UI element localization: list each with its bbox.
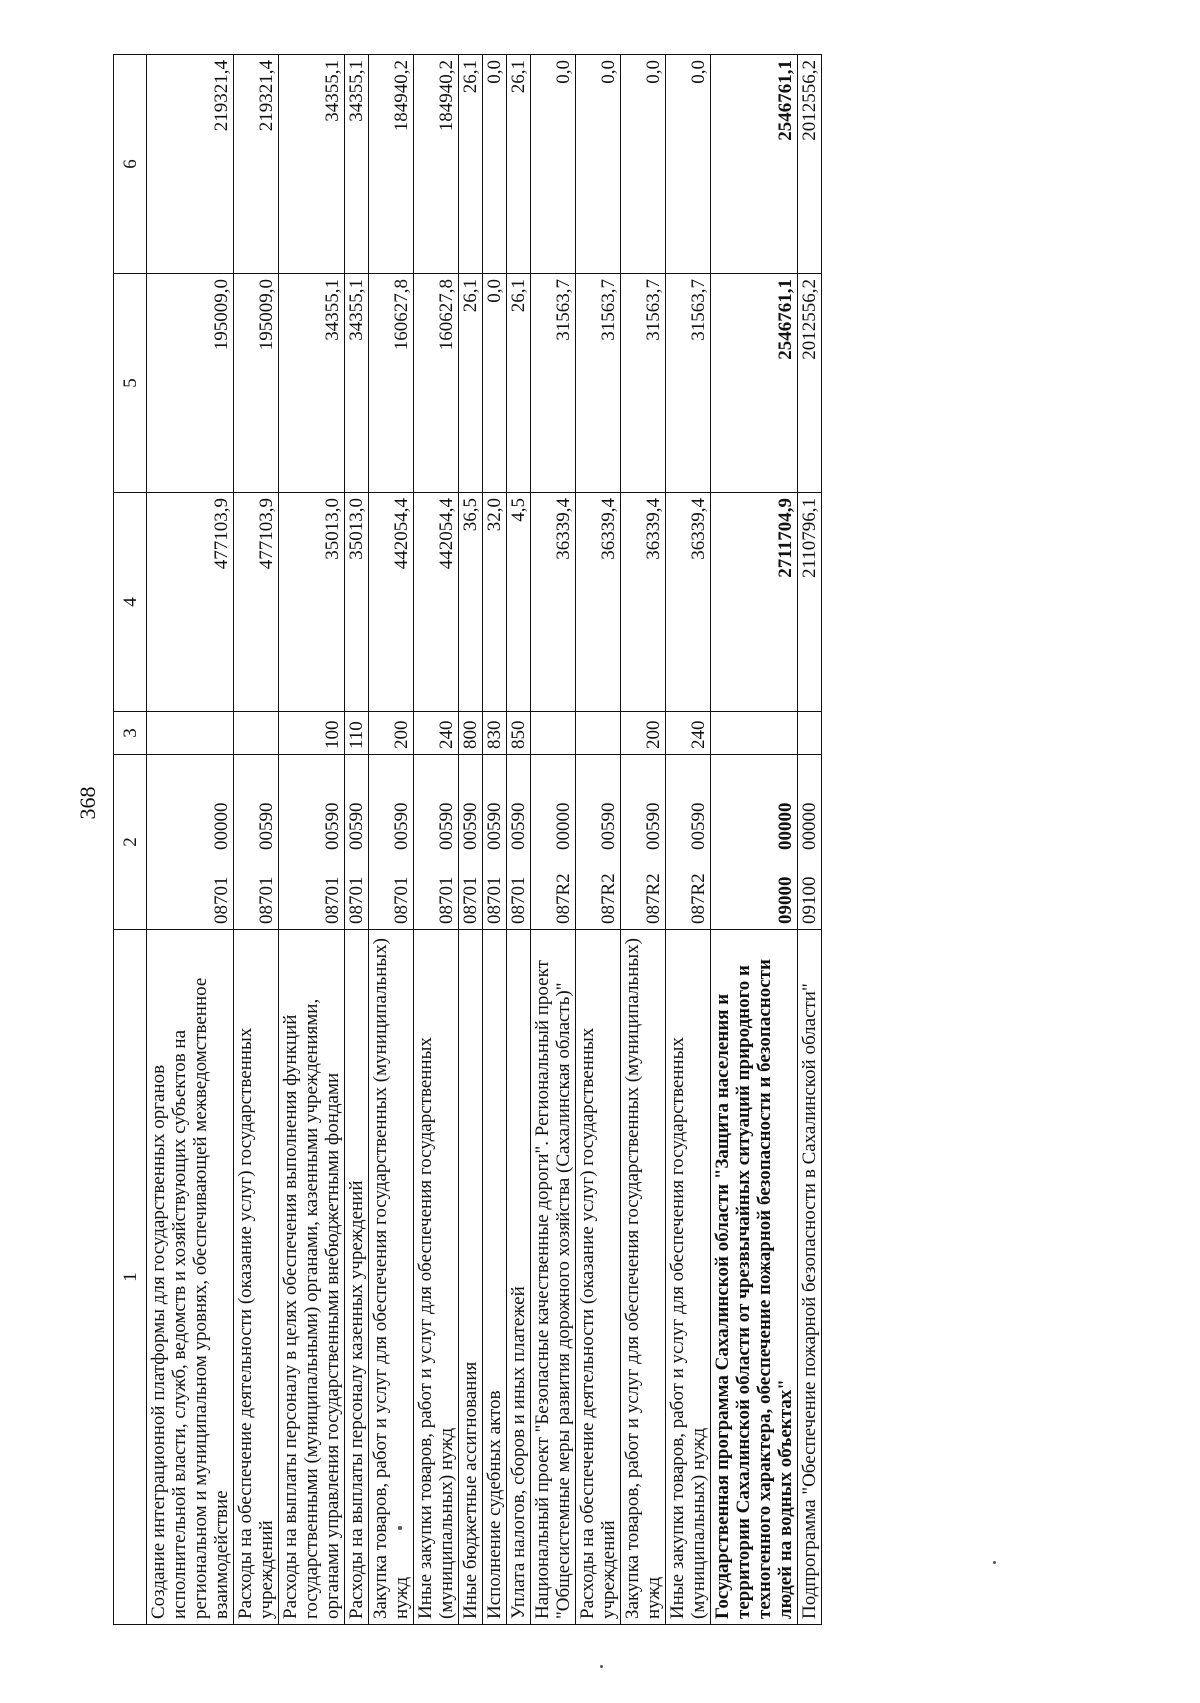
row-target-code bbox=[234, 755, 279, 930]
table-row bbox=[234, 55, 279, 1625]
row-value-col5: 31563,7 bbox=[666, 274, 711, 493]
header-col-1: 1 bbox=[114, 930, 147, 1625]
row-value-col4: 442054,4 bbox=[414, 493, 459, 712]
table-row bbox=[483, 55, 507, 1625]
row-name: Иные бюджетные ассигнования bbox=[459, 930, 483, 1625]
row-name: Подпрограмма "Обеспечение пожарной безопасности в Сахалинской области" bbox=[798, 930, 822, 1625]
row-code-program: 087R2 bbox=[688, 873, 709, 924]
table-row bbox=[345, 55, 369, 1625]
header-col-3: 3 bbox=[114, 712, 147, 755]
row-code-direction: 00000 bbox=[211, 802, 232, 850]
row-code-direction: 00000 bbox=[799, 802, 820, 850]
row-code-direction: 00590 bbox=[688, 802, 709, 850]
row-code-program: 09000 bbox=[775, 876, 796, 924]
row-value-col4: 36339,4 bbox=[666, 493, 711, 712]
row-target-code bbox=[621, 755, 666, 930]
row-value-col5: 31563,7 bbox=[576, 274, 621, 493]
row-code-direction: 00590 bbox=[484, 802, 505, 850]
row-value-col5: 31563,7 bbox=[621, 274, 666, 493]
row-value-col6: 0,0 bbox=[576, 55, 621, 274]
row-expense-type: 800 bbox=[459, 712, 483, 755]
row-code-program: 08701 bbox=[436, 876, 457, 924]
row-code-direction: 00590 bbox=[643, 802, 664, 850]
row-name: Национальный проект "Безопасные качественные дороги". Региональный проект "Общесистемные меры развития дорожного хозяйства (Сахалинская область)" bbox=[531, 930, 576, 1625]
row-expense-type: 240 bbox=[414, 712, 459, 755]
row-code-program: 087R2 bbox=[598, 873, 619, 924]
row-target-code bbox=[531, 755, 576, 930]
row-code-program: 087R2 bbox=[553, 873, 574, 924]
row-expense-type bbox=[576, 712, 621, 755]
row-name: Исполнение судебных актов bbox=[483, 930, 507, 1625]
row-value-col4: 36339,4 bbox=[576, 493, 621, 712]
row-value-col4: 36,5 bbox=[459, 493, 483, 712]
row-code-direction: 00590 bbox=[598, 802, 619, 850]
header-col-4: 4 bbox=[114, 493, 147, 712]
row-value-col5: 31563,7 bbox=[531, 274, 576, 493]
row-value-col6: 0,0 bbox=[621, 55, 666, 274]
row-code-program: 09100 bbox=[799, 876, 820, 924]
table-header-row bbox=[114, 55, 147, 1625]
rotated-page-content bbox=[113, 55, 1128, 1625]
table-row bbox=[798, 55, 822, 1625]
row-expense-type: 830 bbox=[483, 712, 507, 755]
row-target-code bbox=[279, 755, 345, 930]
row-value-col6: 0,0 bbox=[531, 55, 576, 274]
row-expense-type: 240 bbox=[666, 712, 711, 755]
row-expense-type: 110 bbox=[345, 712, 369, 755]
row-code-direction: 00590 bbox=[256, 802, 277, 850]
row-value-col6: 34355,1 bbox=[279, 55, 345, 274]
row-value-col5: 34355,1 bbox=[279, 274, 345, 493]
row-value-col6: 2012556,2 bbox=[798, 55, 822, 274]
row-code-program: 087R2 bbox=[643, 873, 664, 924]
row-code-program: 08701 bbox=[508, 876, 529, 924]
row-value-col5: 2546761,1 bbox=[711, 274, 798, 493]
row-target-code bbox=[414, 755, 459, 930]
scan-speck bbox=[398, 1526, 402, 1530]
row-value-col4: 477103,9 bbox=[234, 493, 279, 712]
row-expense-type bbox=[234, 712, 279, 755]
table-row bbox=[621, 55, 666, 1625]
row-target-code bbox=[345, 755, 369, 930]
row-code-program: 08701 bbox=[484, 876, 505, 924]
row-value-col5: 2012556,2 bbox=[798, 274, 822, 493]
row-target-code bbox=[483, 755, 507, 930]
row-value-col4: 32,0 bbox=[483, 493, 507, 712]
row-target-code bbox=[711, 755, 798, 930]
row-target-code bbox=[459, 755, 483, 930]
row-code-direction: 00590 bbox=[436, 802, 457, 850]
scan-speck bbox=[600, 1665, 603, 1668]
row-value-col6: 2546761,1 bbox=[711, 55, 798, 274]
row-value-col6: 26,1 bbox=[507, 55, 531, 274]
row-expense-type bbox=[798, 712, 822, 755]
header-col-6: 6 bbox=[114, 55, 147, 274]
row-code-direction: 00590 bbox=[508, 802, 529, 850]
row-code-direction: 00590 bbox=[322, 802, 343, 850]
row-value-col5: 26,1 bbox=[459, 274, 483, 493]
row-value-col5: 195009,0 bbox=[147, 274, 234, 493]
row-code-direction: 00000 bbox=[775, 802, 796, 850]
table-row bbox=[279, 55, 345, 1625]
row-code-direction: 00590 bbox=[346, 802, 367, 850]
row-code-program: 08701 bbox=[256, 876, 277, 924]
row-value-col5: 0,0 bbox=[483, 274, 507, 493]
row-value-col6: 34355,1 bbox=[345, 55, 369, 274]
budget-table bbox=[113, 54, 822, 1625]
row-expense-type bbox=[531, 712, 576, 755]
row-name: Расходы на выплаты персоналу казенных учреждений bbox=[345, 930, 369, 1625]
row-value-col4: 2711704,9 bbox=[711, 493, 798, 712]
row-value-col4: 442054,4 bbox=[369, 493, 414, 712]
row-value-col6: 0,0 bbox=[666, 55, 711, 274]
row-value-col4: 4,5 bbox=[507, 493, 531, 712]
row-value-col4: 36339,4 bbox=[621, 493, 666, 712]
table-row bbox=[576, 55, 621, 1625]
table-row bbox=[507, 55, 531, 1625]
row-value-col4: 477103,9 bbox=[147, 493, 234, 712]
row-value-col5: 195009,0 bbox=[234, 274, 279, 493]
table-row bbox=[459, 55, 483, 1625]
table-row bbox=[369, 55, 414, 1625]
row-value-col5: 160627,8 bbox=[369, 274, 414, 493]
row-code-program: 08701 bbox=[211, 876, 232, 924]
row-value-col5: 34355,1 bbox=[345, 274, 369, 493]
row-expense-type: 100 bbox=[279, 712, 345, 755]
row-code-direction: 00000 bbox=[553, 802, 574, 850]
row-value-col6: 219321,4 bbox=[234, 55, 279, 274]
row-value-col4: 2110796,1 bbox=[798, 493, 822, 712]
row-value-col4: 36339,4 bbox=[531, 493, 576, 712]
header-col-5: 5 bbox=[114, 274, 147, 493]
row-target-code bbox=[576, 755, 621, 930]
row-name: Создание интеграционной платформы для государственных органов исполнительной власти, служб, ведомств и хозяйствующих субъектов на региональном и муниципальном уровнях, обеспечивающей межведомственное взаимодействие bbox=[147, 930, 234, 1625]
row-expense-type: 200 bbox=[621, 712, 666, 755]
scan-speck bbox=[993, 1561, 996, 1564]
row-name: Иные закупки товаров, работ и услуг для обеспечения государственных (муниципальных) нужд bbox=[414, 930, 459, 1625]
row-name: Расходы на обеспечение деятельности (оказание услуг) государственных учреждений bbox=[234, 930, 279, 1625]
row-target-code bbox=[507, 755, 531, 930]
table-row bbox=[414, 55, 459, 1625]
row-name: Закупка товаров, работ и услуг для обеспечения государственных (муниципальных) нужд bbox=[369, 930, 414, 1625]
row-name: Расходы на обеспечение деятельности (оказание услуг) государственных учреждений bbox=[576, 930, 621, 1625]
table-row bbox=[531, 55, 576, 1625]
row-value-col6: 0,0 bbox=[483, 55, 507, 274]
row-name: Уплата налогов, сборов и иных платежей bbox=[507, 930, 531, 1625]
row-code-direction: 00590 bbox=[460, 802, 481, 850]
row-value-col4: 35013,0 bbox=[279, 493, 345, 712]
row-expense-type: 200 bbox=[369, 712, 414, 755]
page-number: 368 bbox=[75, 786, 100, 820]
row-value-col6: 219321,4 bbox=[147, 55, 234, 274]
row-name: Государственная программа Сахалинской области "Защита населения и территории Сахалинской области от чрезвычайных ситуаций природного и техногенного характера, обеспечение пожарной безопасности и безопасности людей на водных объектах" bbox=[711, 930, 798, 1625]
row-value-col5: 26,1 bbox=[507, 274, 531, 493]
row-target-code bbox=[666, 755, 711, 930]
row-code-program: 08701 bbox=[322, 876, 343, 924]
row-name: Расходы на выплаты персоналу в целях обеспечения выполнения функций государственными (муниципальными) органами, казенными учреждениями, органами управления государственными внебюджетными фондами bbox=[279, 930, 345, 1625]
row-target-code bbox=[798, 755, 822, 930]
row-target-code bbox=[369, 755, 414, 930]
row-code-program: 08701 bbox=[391, 876, 412, 924]
table-row bbox=[666, 55, 711, 1625]
row-code-program: 08701 bbox=[346, 876, 367, 924]
row-name: Иные закупки товаров, работ и услуг для обеспечения государственных (муниципальных) нужд bbox=[666, 930, 711, 1625]
row-target-code bbox=[147, 755, 234, 930]
header-col-2: 2 bbox=[114, 755, 147, 930]
row-name: Закупка товаров, работ и услуг для обеспечения государственных (муниципальных) нужд bbox=[621, 930, 666, 1625]
row-code-direction: 00590 bbox=[391, 802, 412, 850]
row-value-col6: 184940,2 bbox=[369, 55, 414, 274]
row-value-col5: 160627,8 bbox=[414, 274, 459, 493]
row-expense-type: 850 bbox=[507, 712, 531, 755]
table-row bbox=[711, 55, 798, 1625]
table-row bbox=[147, 55, 234, 1625]
row-expense-type bbox=[147, 712, 234, 755]
table-body bbox=[147, 55, 822, 1625]
row-value-col6: 26,1 bbox=[459, 55, 483, 274]
row-expense-type bbox=[711, 712, 798, 755]
row-code-program: 08701 bbox=[460, 876, 481, 924]
row-value-col4: 35013,0 bbox=[345, 493, 369, 712]
row-value-col6: 184940,2 bbox=[414, 55, 459, 274]
